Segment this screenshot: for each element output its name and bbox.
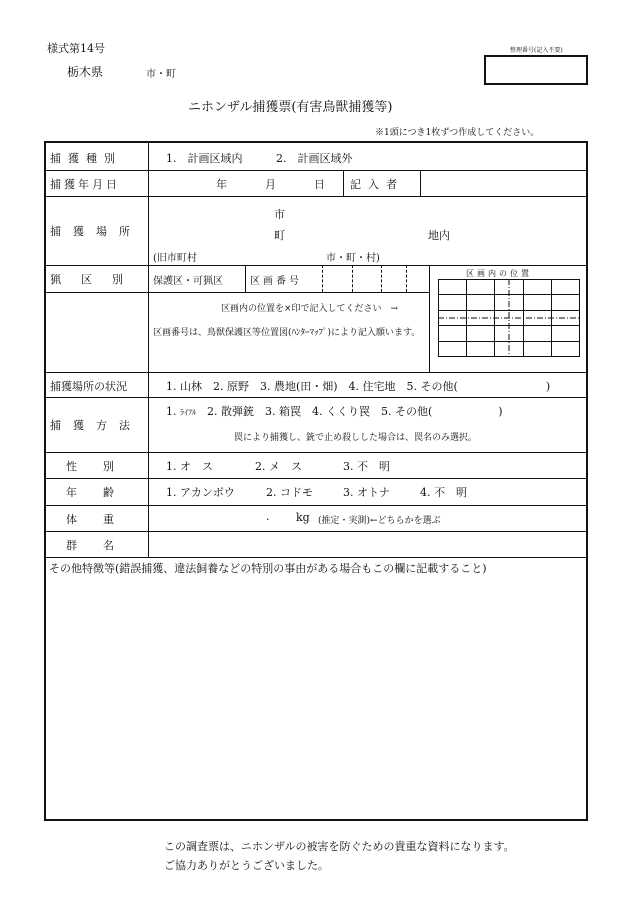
block-number-label: 区画番号 bbox=[250, 276, 302, 287]
remarks-label: その他特徴等(錯誤捕獲、違法飼養などの特別の事由がある場合もこの欄に記載すること) bbox=[49, 562, 487, 575]
method-options-rest: 2. 散弾銃 3. 箱罠 4. くくり罠 5. その他( ) bbox=[196, 405, 503, 418]
age-label: 年齢 bbox=[66, 486, 140, 499]
writer-label: 記入者 bbox=[350, 178, 404, 191]
method-option-1-number: 1. bbox=[166, 405, 180, 418]
weight-unit: kg bbox=[296, 511, 310, 524]
age-option-adult[interactable]: 3. オトナ bbox=[343, 486, 390, 499]
form-number: 様式第14号 bbox=[47, 42, 105, 55]
place-condition-options[interactable]: 1. 山林 2. 原野 3. 農地(田・畑) 4. 住宅地 5. その他( ) bbox=[166, 380, 551, 393]
group-name-field[interactable] bbox=[150, 533, 586, 555]
sex-option-male[interactable]: 1. オ ス bbox=[166, 460, 213, 473]
place-condition-label: 捕獲場所の状況 bbox=[50, 380, 127, 393]
weight-decimal: . bbox=[266, 510, 270, 523]
weight-note: (推定・実測)←どちらかを選ぶ bbox=[318, 516, 441, 526]
sex-option-female[interactable]: 2. メ ス bbox=[255, 460, 302, 473]
age-option-infant[interactable]: 1. アカンボウ bbox=[166, 486, 235, 499]
zone-type-options[interactable]: 保護区・可猟区 bbox=[153, 276, 223, 287]
method-option-rifle: ﾗｲﾌﾙ bbox=[180, 408, 196, 417]
ref-number-label: 整理番号(記入不要) bbox=[510, 47, 563, 54]
capture-method-options[interactable] bbox=[166, 403, 503, 419]
hunting-zone-label: 猟区別 bbox=[50, 273, 143, 286]
sex-option-unknown[interactable]: 3. 不 明 bbox=[343, 460, 390, 473]
position-title: 区画内の位置 bbox=[466, 269, 532, 278]
note: ※1頭につき1枚ずつ作成してください。 bbox=[375, 128, 540, 138]
group-name-label: 群名 bbox=[66, 539, 140, 552]
machi-label: 町 bbox=[274, 229, 285, 242]
shi-machi-mura-label: 市・町・村) bbox=[326, 253, 380, 264]
capture-place-label: 捕獲場所 bbox=[50, 225, 142, 238]
mark-note: 区画内の位置を×印で記入してください → bbox=[221, 304, 399, 314]
method-note: 罠により捕獲し、銃で止め殺しした場合は、罠名のみ選択。 bbox=[234, 433, 478, 443]
capture-type-label: 捕獲種別 bbox=[50, 152, 122, 165]
capture-type-option-1[interactable]: 1. 計画区域内 bbox=[166, 152, 243, 165]
shi-label: 市 bbox=[274, 208, 285, 221]
footer-line-1: この調査票は、ニホンザルの被害を防ぐための貴重な資料になります。 bbox=[164, 840, 515, 853]
prefecture: 栃木県 bbox=[67, 65, 104, 79]
capture-method-label: 捕獲方法 bbox=[50, 419, 142, 432]
page-title: ニホンザル捕獲票(有害鳥獣捕獲等) bbox=[188, 100, 393, 115]
age-option-unknown[interactable]: 4. 不 明 bbox=[420, 486, 467, 499]
year-label: 年 bbox=[216, 178, 227, 191]
capture-type-option-2[interactable]: 2. 計画区域外 bbox=[276, 152, 353, 165]
day-label: 日 bbox=[314, 178, 325, 191]
capture-date-label: 捕獲年月日 bbox=[50, 178, 120, 191]
chinai-label: 地内 bbox=[428, 229, 450, 242]
city-town: 市・町 bbox=[146, 69, 176, 80]
position-grid[interactable] bbox=[438, 279, 580, 357]
block-note: 区画番号は、鳥獣保護区等位置図(ﾊﾝﾀｰﾏｯﾌﾟ)により記入願います。 bbox=[153, 328, 421, 338]
remarks-field[interactable] bbox=[47, 578, 585, 818]
ref-number-box[interactable] bbox=[484, 55, 588, 85]
sex-label: 性別 bbox=[66, 460, 140, 473]
old-municipality-label: (旧市町村 bbox=[153, 253, 197, 264]
weight-label: 体重 bbox=[66, 513, 140, 526]
footer-line-2: ご協力ありがとうございました。 bbox=[164, 859, 329, 872]
month-label: 月 bbox=[265, 178, 276, 191]
writer-field[interactable] bbox=[422, 172, 586, 194]
age-option-juvenile[interactable]: 2. コドモ bbox=[266, 486, 313, 499]
